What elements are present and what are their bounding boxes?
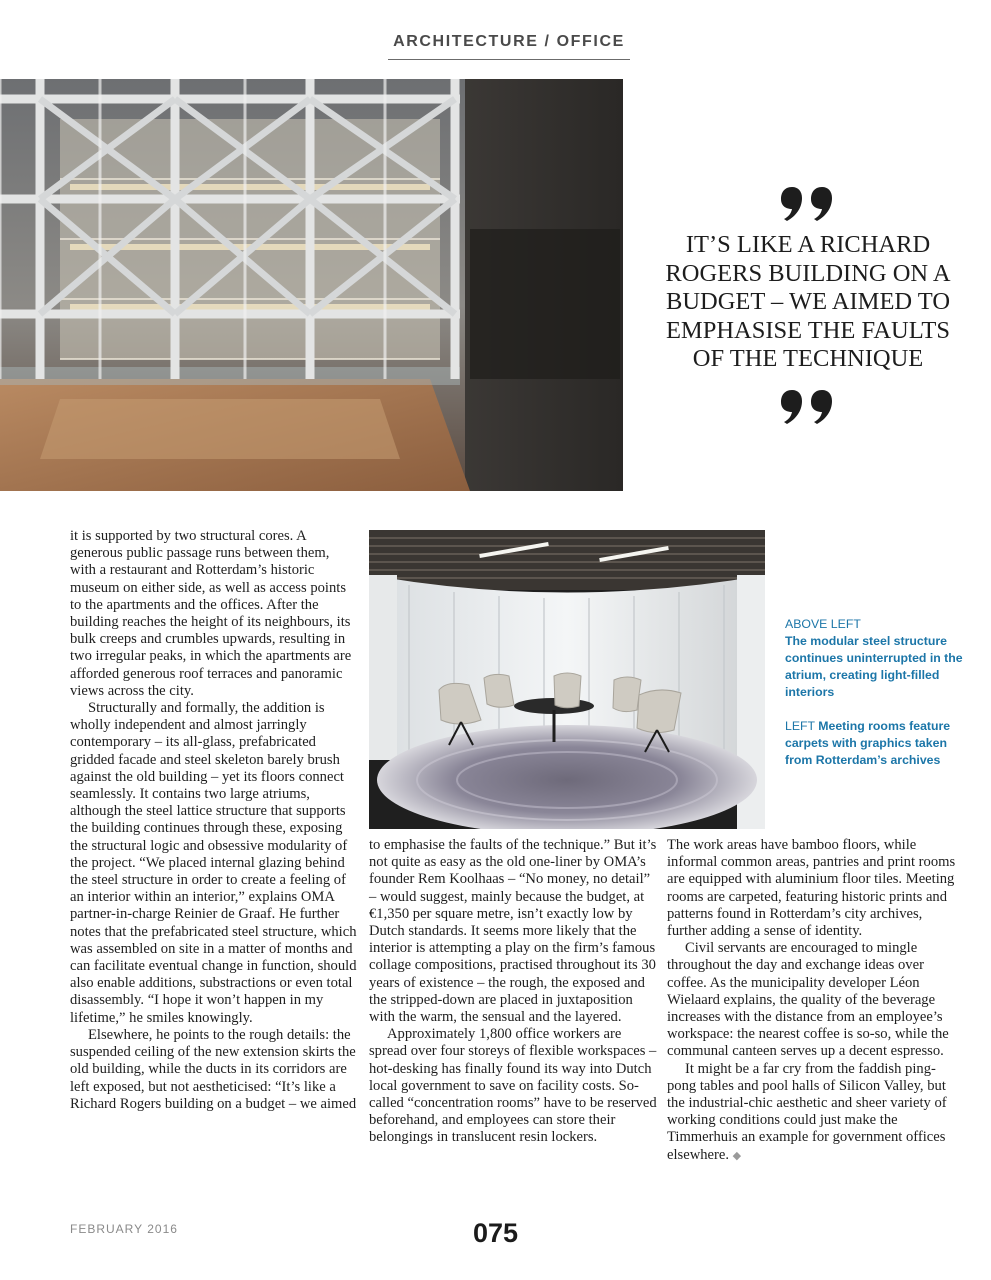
pull-quote <box>660 185 956 424</box>
atrium-photo <box>0 79 623 491</box>
close-quote-icon <box>778 388 838 424</box>
caption-body: The modular steel structure continues uninterrupted in the atrium, creating light-filled interiors <box>785 634 963 699</box>
paragraph: it is supported by two structural cores. A generous public passage runs between them, with a restaurant and Rotterdam’s historic museum on either side, as well as access points to the apartments and the offices. After the building reaches the height of its neighbours, its bulk creeps and crumbles upwards, resulting in two irregular peaks, in which the apartments are afforded generous roof terraces and panoramic views across the city. <box>70 528 352 699</box>
pull-quote-text: IT’S LIKE A RICHARD ROGERS BUILDING ON A BUDGET – WE AIMED TO EMPHASISE THE FAULTS OF THE TECHNIQUE <box>665 231 951 372</box>
caption-title: ABOVE LEFT <box>785 617 861 631</box>
captions <box>785 616 965 786</box>
paragraph: Civil servants are encouraged to mingle throughout the day and exchange ideas over coffee. As the municipality developer Léon Wielaard explains, the quality of the beverage increases with the distance from an employee’s workspace: the nearest coffee is so-so, while the communal canteen serves up a decent espresso. <box>667 940 949 1060</box>
article-column-2 <box>369 837 659 1147</box>
section-label: ARCHITECTURE / OFFICE <box>388 33 630 60</box>
caption-title: LEFT <box>785 719 815 733</box>
open-quote-icon <box>778 185 838 221</box>
paragraph: Structurally and formally, the addition is wholly independent and almost jarringly contemporary – its all-glass, prefabricated gridded facade and steel skeleton barely brush against the old building – yet its floors connect seamlessly. It contains two large atriums, although the steel lattice structure that supports the building continues through these, exposing the structural logic and obsessive modularity of the project. “We placed internal glazing behind the steel structure in order to create a feeling of an interior within an interior,” explains OMA partner-in-charge Reinier de Graaf. He further notes that the prefabricated steel structure, which was assembled on site in a matter of months and can facilitate eventual change in function, should also enable additions, substractions or even total disassembly. “I hope it won’t happen in my lifetime,” he smiles knowingly. <box>70 700 357 1026</box>
paragraph-text: It might be a far cry from the faddish ping-pong tables and pool halls of Silicon Valley, but the industrial-chic aesthetic and sheer variety of working conditions could just make the Timmerhuis an example for government offices elsewhere. <box>667 1060 947 1163</box>
article-column-3 <box>667 837 957 1165</box>
paragraph: The work areas have bamboo floors, while informal common areas, pantries and print rooms are equipped with aluminium floor tiles. Meeting rooms are carpeted, featuring historic prints and patterns found in Rotterdam’s city archives, further adding a sense of identity. <box>667 837 956 940</box>
paragraph <box>667 1061 957 1165</box>
page-number: 075 <box>472 1218 519 1248</box>
paragraph: Elsewhere, he points to the rough details: the suspended ceiling of the new extension skirts the old building, while the ducts in its corridors are left exposed, but not aestheticised: “It’s like a Richard Rogers building on a budget – we aimed <box>70 1026 357 1112</box>
issue-date: FEBRUARY 2016 <box>70 1222 178 1236</box>
paragraph: Approximately 1,800 office workers are spread over four storeys of flexible workspaces – hot-desking has finally found its way into Dutch local government to save on facility costs. So-called “concentration rooms” have to be reserved beforehand, and employees can store their belongings in translucent resin lockers. <box>369 1026 657 1146</box>
caption-left <box>785 718 965 769</box>
meeting-room-photo <box>369 530 765 829</box>
end-mark-icon: ◆ <box>732 1149 742 1162</box>
article-column-1 <box>70 528 358 1113</box>
caption-above-left <box>785 616 965 701</box>
caption-body: Meeting rooms feature carpets with graphics taken from Rotterdam’s archives <box>785 719 951 767</box>
paragraph: to emphasise the faults of the technique.” But it’s not quite as easy as the old one-liner by OMA’s founder Rem Koolhaas – “No money, no detail” – would suggest, mainly because the budget, at €1,350 per square metre, isn’t exactly low by Dutch standards. It seems more likely that the interior is attempting a play on the firm’s famous collage compositions, practised throughout its 30 years of existence – the rough, the exposed and the stripped-down are placed in juxtaposition with the warm, the sensual and the layered. <box>369 837 657 1026</box>
